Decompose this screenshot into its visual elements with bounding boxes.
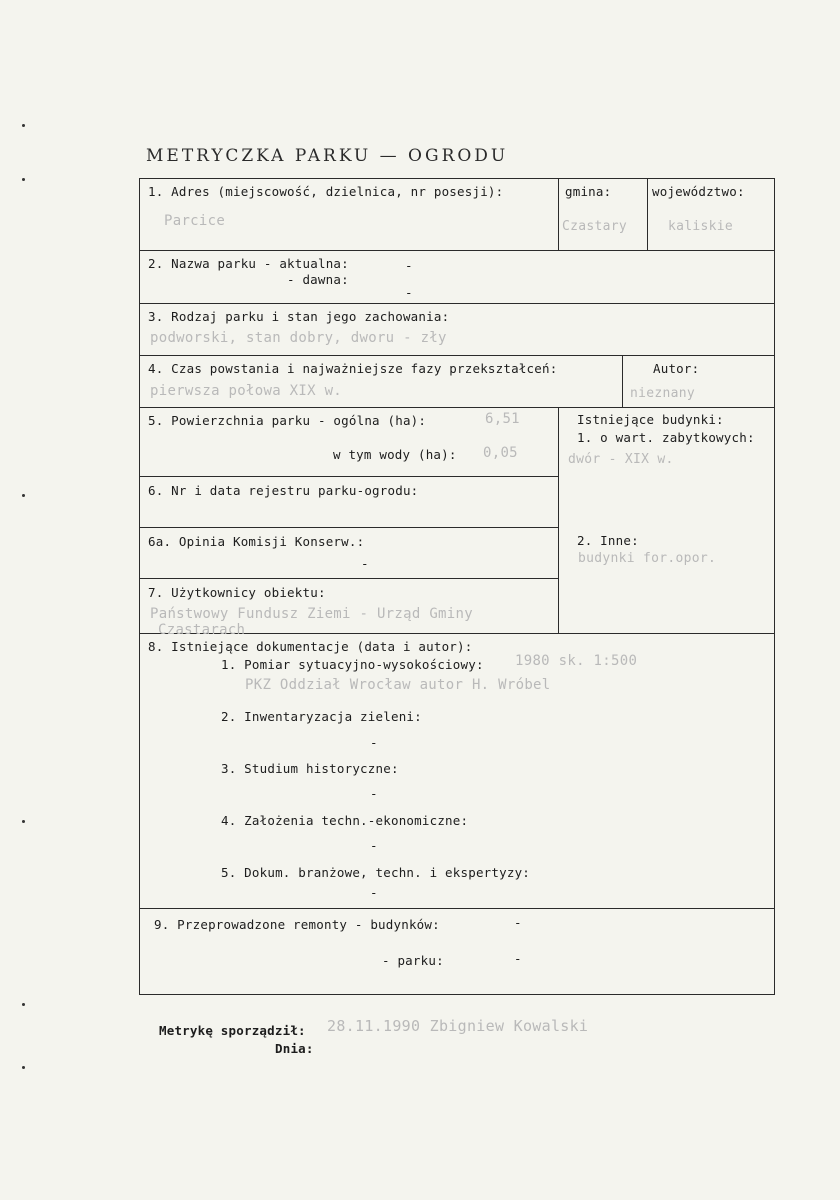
creation-time-label: 4. Czas powstania i najważniejsze fazy przekształceń: [148,361,558,376]
area-total-label: 5. Powierzchnia parku - ogólna (ha): [148,413,427,428]
expertise-label: 5. Dokum. branżowe, techn. i ekspertyzy: [221,865,531,880]
area-total-value: 6,51 [485,411,520,427]
survey-author-value: PKZ Oddział Wrocław autor H. Wróbel [245,677,551,693]
users-value-line2: Czastarach [158,622,246,638]
expertise-value: - [370,885,378,900]
buildings-historic-label: 1. o wart. zabytkowych: [577,430,755,445]
gmina-value: Czastary [562,219,628,234]
form-title: METRYCZKA PARKU — OGRODU [146,146,509,166]
greenery-inventory-label: 2. Inwentaryzacja zieleni: [221,709,422,724]
park-name-current-value: - [405,258,413,273]
gmina-label: gmina: [565,184,612,199]
buildings-other-value: budynki for.opor. [578,551,717,566]
renovations-park-label: - parku: [382,953,444,968]
address-value: Parcice [164,213,226,229]
tech-economic-value: - [370,838,378,853]
park-type-value: podworski, stan dobry, dworu - zły [150,330,447,346]
area-water-label: w tym wody (ha): [333,447,457,462]
documentation-label: 8. Istniejące dokumentacje (data i autor): [148,639,473,654]
prepared-by-label: Metrykę sporządził: [159,1023,306,1038]
park-name-former-label: - dawna: [287,272,349,287]
park-type-label: 3. Rodzaj parku i stan jego zachowania: [148,309,450,324]
park-name-former-value: - [405,285,413,300]
address-label: 1. Adres (miejscowość, dzielnica, nr posesji): [148,184,504,199]
users-value-line1: Państwowy Fundusz Ziemi - Urząd Gminy [150,606,473,622]
commission-opinion-value: - [361,556,369,571]
users-label: 7. Użytkownicy obiektu: [148,585,326,600]
register-label: 6. Nr i data rejestru parku-ogrodu: [148,483,419,498]
commission-opinion-label: 6a. Opinia Komisji Konserw.: [148,534,365,549]
voivodeship-label: województwo: [652,184,745,199]
survey-label: 1. Pomiar sytuacyjno-wysokościowy: [221,657,484,672]
renovations-buildings-label: 9. Przeprowadzone remonty - budynków: [154,917,440,932]
historical-study-value: - [370,786,378,801]
historical-study-label: 3. Studium historyczne: [221,761,399,776]
park-name-current-label: 2. Nazwa parku - aktualna: [148,256,349,271]
buildings-other-label: 2. Inne: [577,533,639,548]
survey-value: 1980 sk. 1:500 [515,653,638,669]
renovations-buildings-value: - [514,915,522,930]
buildings-historic-value: dwór - XIX w. [568,452,674,467]
creation-time-value: pierwsza połowa XIX w. [150,383,343,399]
prepared-by-value: 28.11.1990 Zbigniew Kowalski [327,1017,589,1035]
date-label: Dnia: [275,1041,314,1056]
buildings-label: Istniejące budynki: [577,412,724,427]
area-water-value: 0,05 [483,445,518,461]
author-label: Autor: [653,361,700,376]
greenery-inventory-value: - [370,735,378,750]
author-value: nieznany [630,386,696,401]
voivodeship-value: kaliskie [668,219,734,234]
renovations-park-value: - [514,951,522,966]
tech-economic-label: 4. Założenia techn.-ekonomiczne: [221,813,469,828]
